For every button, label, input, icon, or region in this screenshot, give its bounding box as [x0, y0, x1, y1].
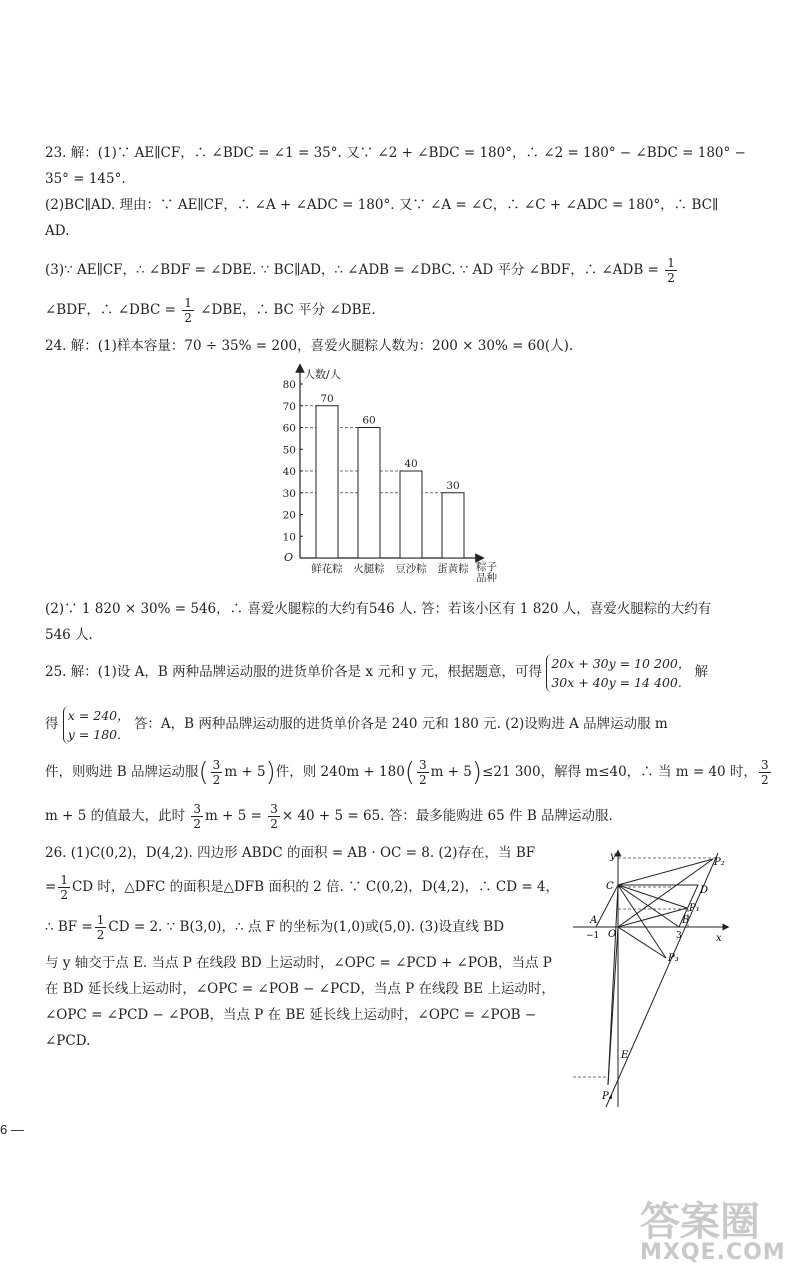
geo-label-c: C — [606, 881, 614, 892]
q25-line-3 — [45, 752, 769, 793]
q23-line-5 — [45, 256, 735, 285]
q26-half-fraction — [58, 873, 70, 902]
x-category-label: 火腿粽 — [353, 563, 385, 575]
q25-line-2 — [45, 704, 735, 744]
line-o-p2 — [618, 859, 713, 927]
q24-line-1: 24. 解：(1)样本容量：70 ÷ 35% = 200，喜爱火腿粽人数为：200 × 30% = 60(人). — [45, 338, 574, 354]
q26-line-2-text-a: = — [45, 879, 57, 895]
q26-line-3 — [45, 910, 575, 944]
bar-chart — [270, 362, 520, 582]
q26-line-3-text-a: ∴ BF = — [45, 919, 93, 935]
line-o-p1 — [618, 908, 690, 927]
bar — [442, 493, 464, 558]
page-number: 6 — — [0, 1122, 24, 1137]
geo-label-x: x — [716, 933, 722, 944]
q25-line-4-text-a: m + 5 的值最大，此时 — [45, 808, 186, 824]
open-paren: ( — [198, 757, 209, 788]
frac-denominator: 2 — [60, 888, 68, 902]
geo-label-d: D — [700, 885, 709, 896]
q25-line-3-text-b: m + 5 — [224, 764, 266, 780]
q25-fraction-3 — [759, 758, 771, 787]
q25-solution-system — [63, 706, 130, 744]
coordinate-geometry-figure — [568, 845, 738, 1115]
frac-numerator: 1 — [96, 913, 105, 927]
geo-label-e: E — [621, 1050, 629, 1061]
q25-line-4-text-c: × 40 + 5 = 65. 答：最多能购进 65 件 B 品牌运动服. — [281, 808, 613, 824]
bar-value-label: 70 — [320, 392, 334, 405]
q25-line-3-text-c: 件，则 240m + 180 — [275, 764, 405, 780]
bar — [358, 428, 380, 559]
q23-half-fraction-2 — [182, 296, 194, 325]
frac-denominator: 2 — [667, 271, 675, 285]
x-category-label: 鲜花粽 — [311, 563, 343, 575]
q25-fraction-2 — [417, 758, 429, 787]
frac-denominator: 2 — [760, 773, 769, 787]
q25-line-2-text-b: 答：A，B 两种品牌运动服的进货单价各是 240 元和 180 元. (2)设购进 A 品牌运动服 m — [133, 716, 668, 732]
bar-value-label: 40 — [404, 458, 418, 470]
x-category-label: 豆沙粽 — [395, 563, 427, 575]
bar-value-label: 30 — [446, 479, 460, 492]
q26-line-5: 在 BD 延长线上运动时，∠OPC = ∠POB − ∠PCD，当点 P 在线段 BE 上运动时， — [45, 981, 555, 997]
bar — [316, 406, 338, 558]
y-tick-label: 40 — [282, 466, 296, 478]
watermark-logo-text: 答案圈 — [640, 1199, 760, 1245]
frac-numerator: 3 — [760, 758, 769, 772]
frac-denominator: 2 — [96, 928, 105, 942]
q23-line-2: 35° = 145°. — [45, 171, 126, 187]
line-o-p4 — [608, 927, 618, 1085]
x-category-label: 蛋黄粽 — [437, 563, 469, 575]
frac-denominator: 2 — [270, 817, 278, 831]
y-tick-label: 30 — [282, 487, 296, 500]
geo-label-three: 3 — [676, 931, 682, 941]
watermark-url: MXQE.COM — [640, 1240, 786, 1265]
q25-line-4 — [45, 796, 735, 836]
q24-line-3: 546 人. — [45, 627, 93, 643]
line-o-p3 — [618, 927, 666, 958]
geo-label-o: O — [608, 929, 617, 940]
geo-label-p3: P₃ — [668, 953, 679, 964]
q25-fraction-1 — [211, 758, 223, 787]
frac-numerator: 3 — [193, 802, 202, 816]
bar-value-label: 60 — [362, 414, 376, 427]
bar — [400, 471, 422, 558]
geo-label-y: y — [610, 851, 616, 862]
frac-denominator: 2 — [418, 773, 427, 787]
q23-line-5-text: (3)∵ AE∥CF，∴ ∠BDF = ∠DBE. ∵ BC∥AD，∴ ∠ADB = ∠DBC. ∵ AD 平分 ∠BDF，∴ ∠ADB = — [45, 262, 659, 278]
q25-line-1 — [45, 652, 735, 692]
solution-2: y = 180. — [67, 726, 122, 742]
frac-denominator: 2 — [193, 817, 202, 831]
q23-line-3: (2)BC∥AD. 理由：∵ AE∥CF，∴ ∠A + ∠ADC = 180°. 又∵ ∠A = ∠C，∴ ∠C + ∠ADC = 180°，∴ BC∥ — [45, 197, 719, 213]
y-axis-label: 人数/人 — [304, 368, 341, 381]
y-tick-label: 10 — [282, 531, 296, 544]
frac-numerator: 1 — [60, 873, 68, 887]
geo-label-p2: P₂ — [714, 857, 725, 868]
x-axis-label-1: 粽子 — [476, 561, 497, 573]
q25-line-3-text-e: ≤21 300，解得 m≤40，∴ 当 m = 40 时， — [482, 764, 757, 780]
q25-equation-system — [546, 654, 690, 692]
origin-label: O — [284, 551, 294, 564]
q26-line-2 — [45, 870, 575, 904]
geo-label-a: A — [590, 915, 598, 926]
frac-numerator: 3 — [212, 758, 221, 772]
q25-line-3-text-a: 件，则购进 B 品牌运动服 — [45, 764, 199, 780]
q25-fraction-5 — [268, 802, 280, 831]
frac-numerator: 1 — [667, 256, 675, 270]
geo-label-b: B — [682, 915, 690, 926]
q26-line-1: 26. (1)C(0,2)，D(4,2). 四边形 ABDC 的面积 = AB · OC = 8. (2)存在，当 BF — [45, 845, 536, 861]
q26-line-6: ∠OPC = ∠PCD − ∠POB，当点 P 在 BE 延长线上运动时，∠OPC = ∠POB − — [45, 1007, 537, 1023]
frac-numerator: 3 — [270, 802, 278, 816]
frac-numerator: 3 — [418, 758, 427, 772]
geo-label-p4: P₄ — [602, 1091, 613, 1102]
q23-line-4: AD. — [45, 223, 70, 239]
open-paren: ( — [404, 757, 415, 788]
line-c-p2 — [618, 859, 713, 885]
close-paren: ) — [265, 757, 276, 788]
q24-line-2: (2)∵ 1 820 × 30% = 546，∴ 喜爱火腿粽的大约有546 人. 答：若该小区有 1 820 人，喜爱火腿粽的大约有 — [45, 601, 712, 617]
x-axis-label-2: 品种 — [476, 572, 497, 582]
q25-line-4-text-b: m + 5 = — [205, 808, 262, 824]
q26-line-4: 与 y 轴交于点 E. 当点 P 在线段 BD 上运动时，∠OPC = ∠PCD + ∠POB，当点 P — [45, 955, 552, 971]
solution-1: x = 240， — [67, 707, 130, 723]
geo-label-p1: P₁ — [689, 903, 700, 914]
q25-fraction-4 — [191, 802, 203, 831]
q26-half-fraction-2 — [95, 913, 107, 942]
q23-line-6-text-a: ∠BDF，∴ ∠DBC = — [45, 302, 176, 318]
frac-denominator: 2 — [184, 311, 192, 325]
y-tick-label: 60 — [282, 422, 296, 435]
q23-line-1: 23. 解：(1)∵ AE∥CF，∴ ∠BDC = ∠1 = 35°. 又∵ ∠2 + ∠BDC = 180°，∴ ∠2 = 180° − ∠BDC = 180° − — [45, 145, 746, 161]
q25-line-1-tail: 解 — [694, 664, 709, 680]
line-c-p1 — [618, 885, 687, 908]
q23-line-6-text-b: ∠DBE，∴ BC 平分 ∠DBE. — [200, 302, 376, 318]
geo-label-minus-one: −1 — [586, 931, 600, 941]
q26-line-3-text-b: CD = 2. ∵ B(3,0)，∴ 点 F 的坐标为(1,0)或(5,0). (3)设直线 BD — [108, 919, 505, 935]
close-paren: ) — [471, 757, 483, 788]
q23-line-6 — [45, 296, 735, 325]
frac-numerator: 1 — [184, 296, 192, 310]
y-tick-label: 50 — [282, 444, 296, 457]
y-tick-label: 70 — [282, 400, 296, 413]
y-tick-label: 80 — [282, 379, 296, 391]
q23-half-fraction — [665, 256, 677, 285]
q25-line-1-text: 25. 解：(1)设 A，B 两种品牌运动服的进货单价各是 x 元和 y 元，根据题意，可得 — [45, 664, 543, 680]
y-tick-label: 20 — [282, 509, 296, 522]
q26-line-2-text-b: CD 时，△DFC 的面积是△DFB 面积的 2 倍. ∵ C(0,2)，D(4,2)，∴ CD = 4， — [71, 879, 560, 895]
equation-1: 20x + 30y = 10 200， — [551, 655, 691, 671]
equation-2: 30x + 40y = 14 400. — [551, 674, 682, 690]
q26-line-7: ∠PCD. — [45, 1033, 91, 1049]
q25-line-2-text-a: 得 — [45, 716, 59, 732]
frac-denominator: 2 — [212, 773, 221, 787]
q25-line-3-text-d: m + 5 — [430, 764, 472, 780]
